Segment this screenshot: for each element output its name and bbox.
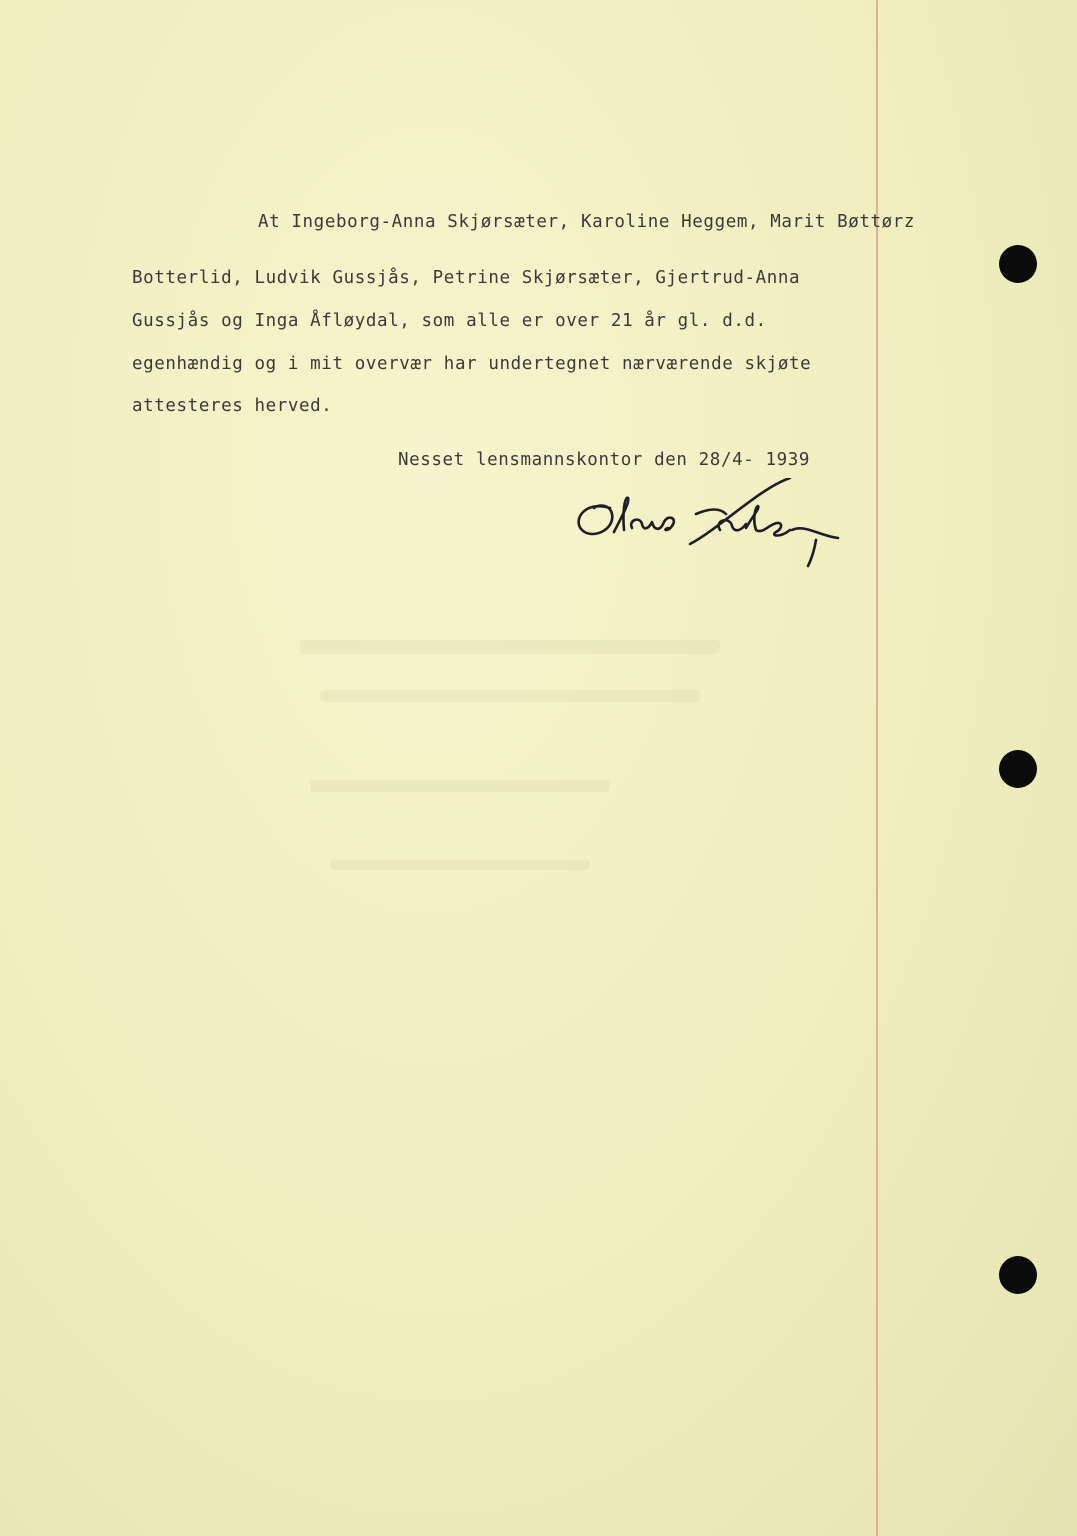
place-date: Nesset lensmannskontor den 28/4- 1939 — [398, 450, 811, 470]
body-line-2: Botterlid, Ludvik Gussjås, Petrine Skjørsæter, Gjertrud-Anna — [132, 268, 801, 288]
handwritten-signature — [570, 478, 860, 578]
body-line-4: egenhændig og i mit overvær har undertegnet nærværende skjøte — [132, 354, 812, 374]
bleed-through-shadow — [310, 780, 610, 792]
body-line-5: attesteres herved. — [132, 396, 333, 416]
punch-hole — [999, 1256, 1037, 1294]
body-line-1: At Ingeborg-Anna Skjørsæter, Karoline Heggem, Marit Bøttørz — [258, 212, 916, 232]
punch-hole — [999, 750, 1037, 788]
punch-hole — [999, 245, 1037, 283]
bleed-through-shadow — [320, 690, 700, 702]
bleed-through-shadow — [330, 860, 590, 870]
bleed-through-shadow — [300, 640, 720, 654]
body-line-3: Gussjås og Inga Åfløydal, som alle er over 21 år gl. d.d. — [132, 311, 767, 331]
